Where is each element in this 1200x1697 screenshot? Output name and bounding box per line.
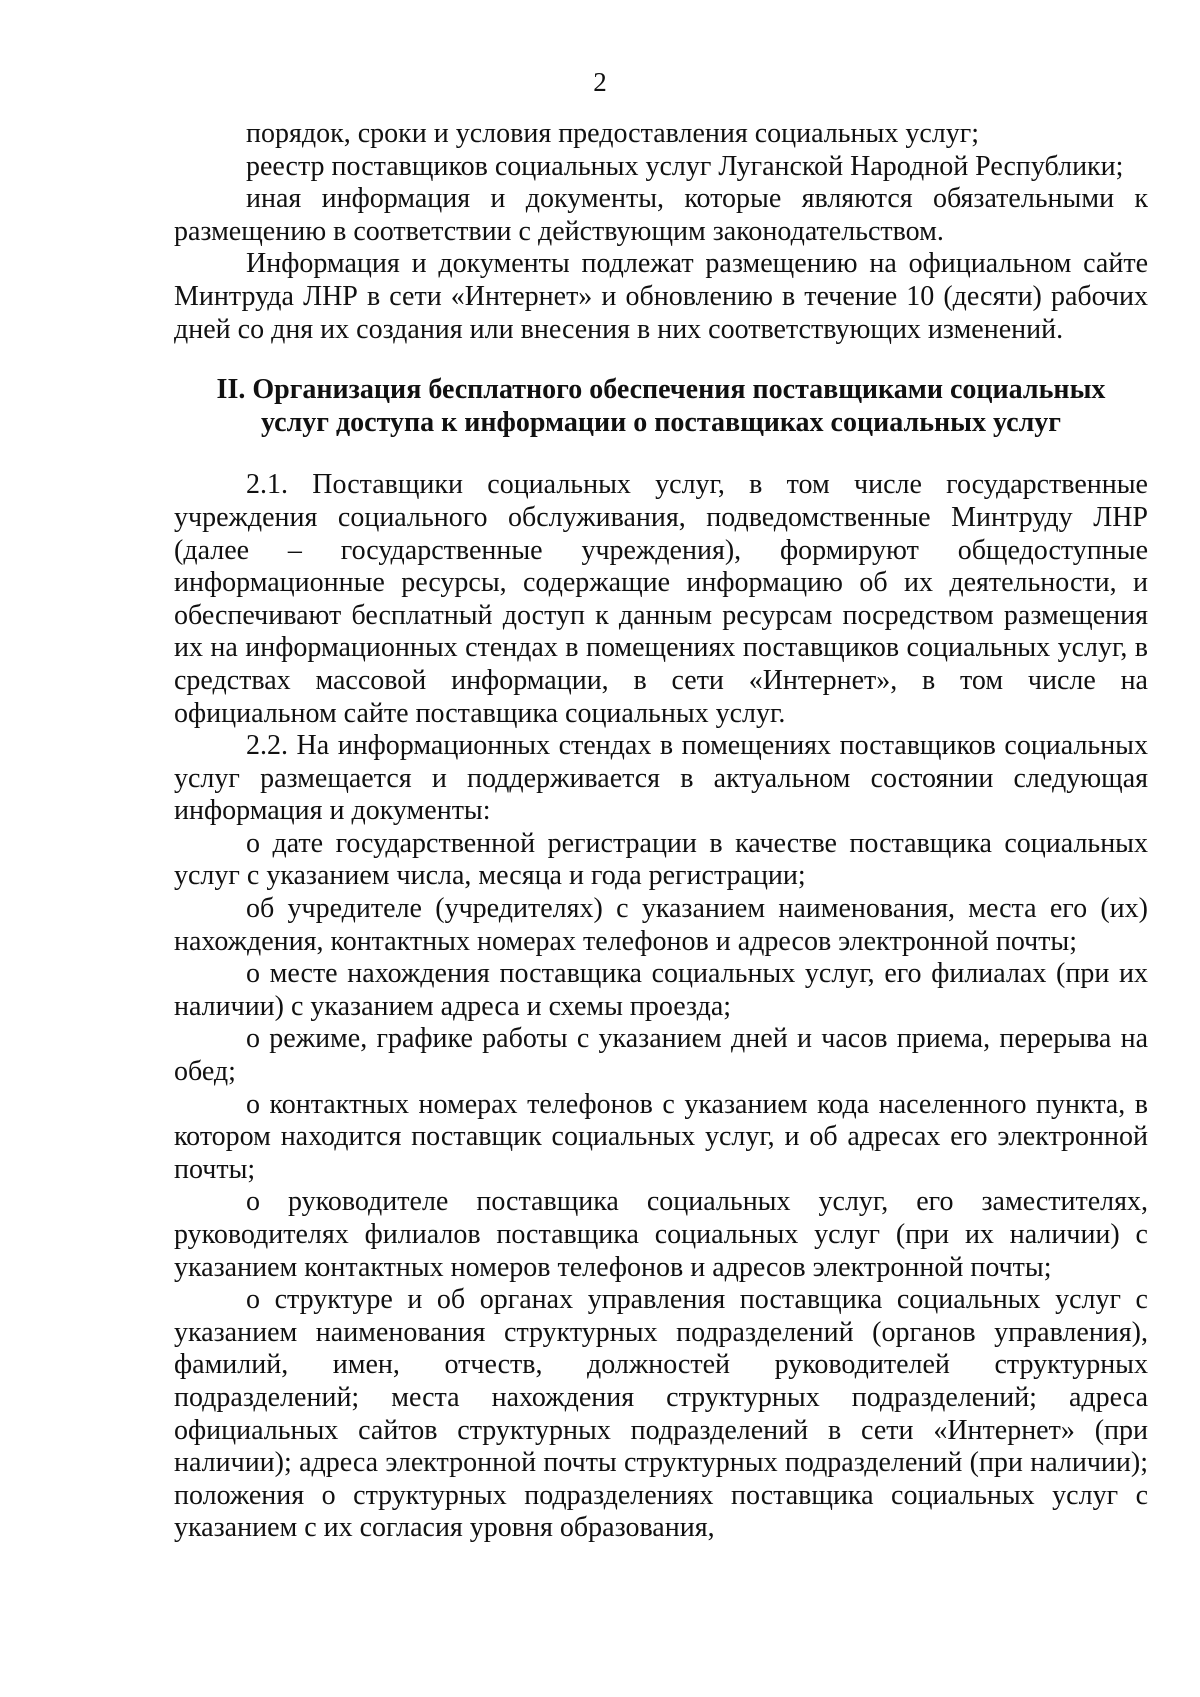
list-item-management: о руководителе поставщика социальных услуг, его заместителях, руководителях филиалов поставщика социальных услуг (при их наличии) с указанием контактных номеров телефонов и адресов электронной почты; <box>174 1186 1148 1283</box>
document-body <box>174 118 1148 1545</box>
list-item-location: о месте нахождения поставщика социальных услуг, его филиалах (при их наличии) с указанием адреса и схемы проезда; <box>174 958 1148 1022</box>
paragraph-other-information: иная информация и документы, которые являются обязательными к размещению в соответствии с действующим законодательством. <box>174 183 1148 247</box>
section-heading-line-1: II. Организация бесплатного обеспечения поставщиками социальных <box>216 374 1106 406</box>
paragraph-2-1: 2.1. Поставщики социальных услуг, в том числе государственные учреждения социального обслуживания, подведомственные Минтруду ЛНР (далее – государственные учреждения), формируют общедоступные информационные ресурсы, содержащие информацию об их деятельности, и обеспечивают бесплатный доступ к данным ресурсам посредством размещения их на информационных стендах в помещениях поставщиков социальных услуг, в средствах массовой информации, в сети «Интернет», в том числе на официальном сайте поставщика социальных услуг. <box>174 469 1148 729</box>
list-item-structure: о структуре и об органах управления поставщика социальных услуг с указанием наименования структурных подразделений (органов управления), фамилий, имен, отчеств, должностей руководителей структурных подразделений; места нахождения структурных подразделений; адреса официальных сайтов структурных подразделений в сети «Интернет» (при наличии); адреса электронной почты структурных подразделений (при наличии); положения о структурных подразделениях поставщика социальных услуг с указанием с их согласия уровня образования, <box>174 1284 1148 1544</box>
section-heading-line-2: услуг доступа к информации о поставщиках социальных услуг <box>261 406 1061 438</box>
section-heading <box>174 374 1148 439</box>
page-number: 2 <box>593 67 607 97</box>
list-item-registration-date: о дате государственной регистрации в качестве поставщика социальных услуг с указанием числа, месяца и года регистрации; <box>174 827 1148 892</box>
paragraph-registry: реестр поставщиков социальных услуг Луганской Народной Республики; <box>246 150 1124 182</box>
paragraph-procedure: порядок, сроки и условия предоставления социальных услуг; <box>246 118 979 149</box>
list-item-schedule: о режиме, графике работы с указанием дней и часов приема, перерыва на обед; <box>174 1023 1148 1088</box>
list-item-founder: об учредителе (учредителях) с указанием наименования, места его (их) нахождения, контактных номерах телефонов и адресов электронной почты; <box>174 893 1148 957</box>
paragraph-publication-rule: Информация и документы подлежат размещению на официальном сайте Минтруда ЛНР в сети «Интернет» и обновлению в течение 10 (десяти) рабочих дней со дня их создания или внесения в них соответствующих изменений. <box>174 248 1148 345</box>
list-item-phone-numbers: о контактных номерах телефонов с указанием кода населенного пункта, в котором находится поставщик социальных услуг, и об адресах его электронной почты; <box>174 1088 1148 1185</box>
paragraph-2-2: 2.2. На информационных стендах в помещениях поставщиков социальных услуг размещается и поддерживается в актуальном состоянии следующая информация и документы: <box>174 730 1148 827</box>
